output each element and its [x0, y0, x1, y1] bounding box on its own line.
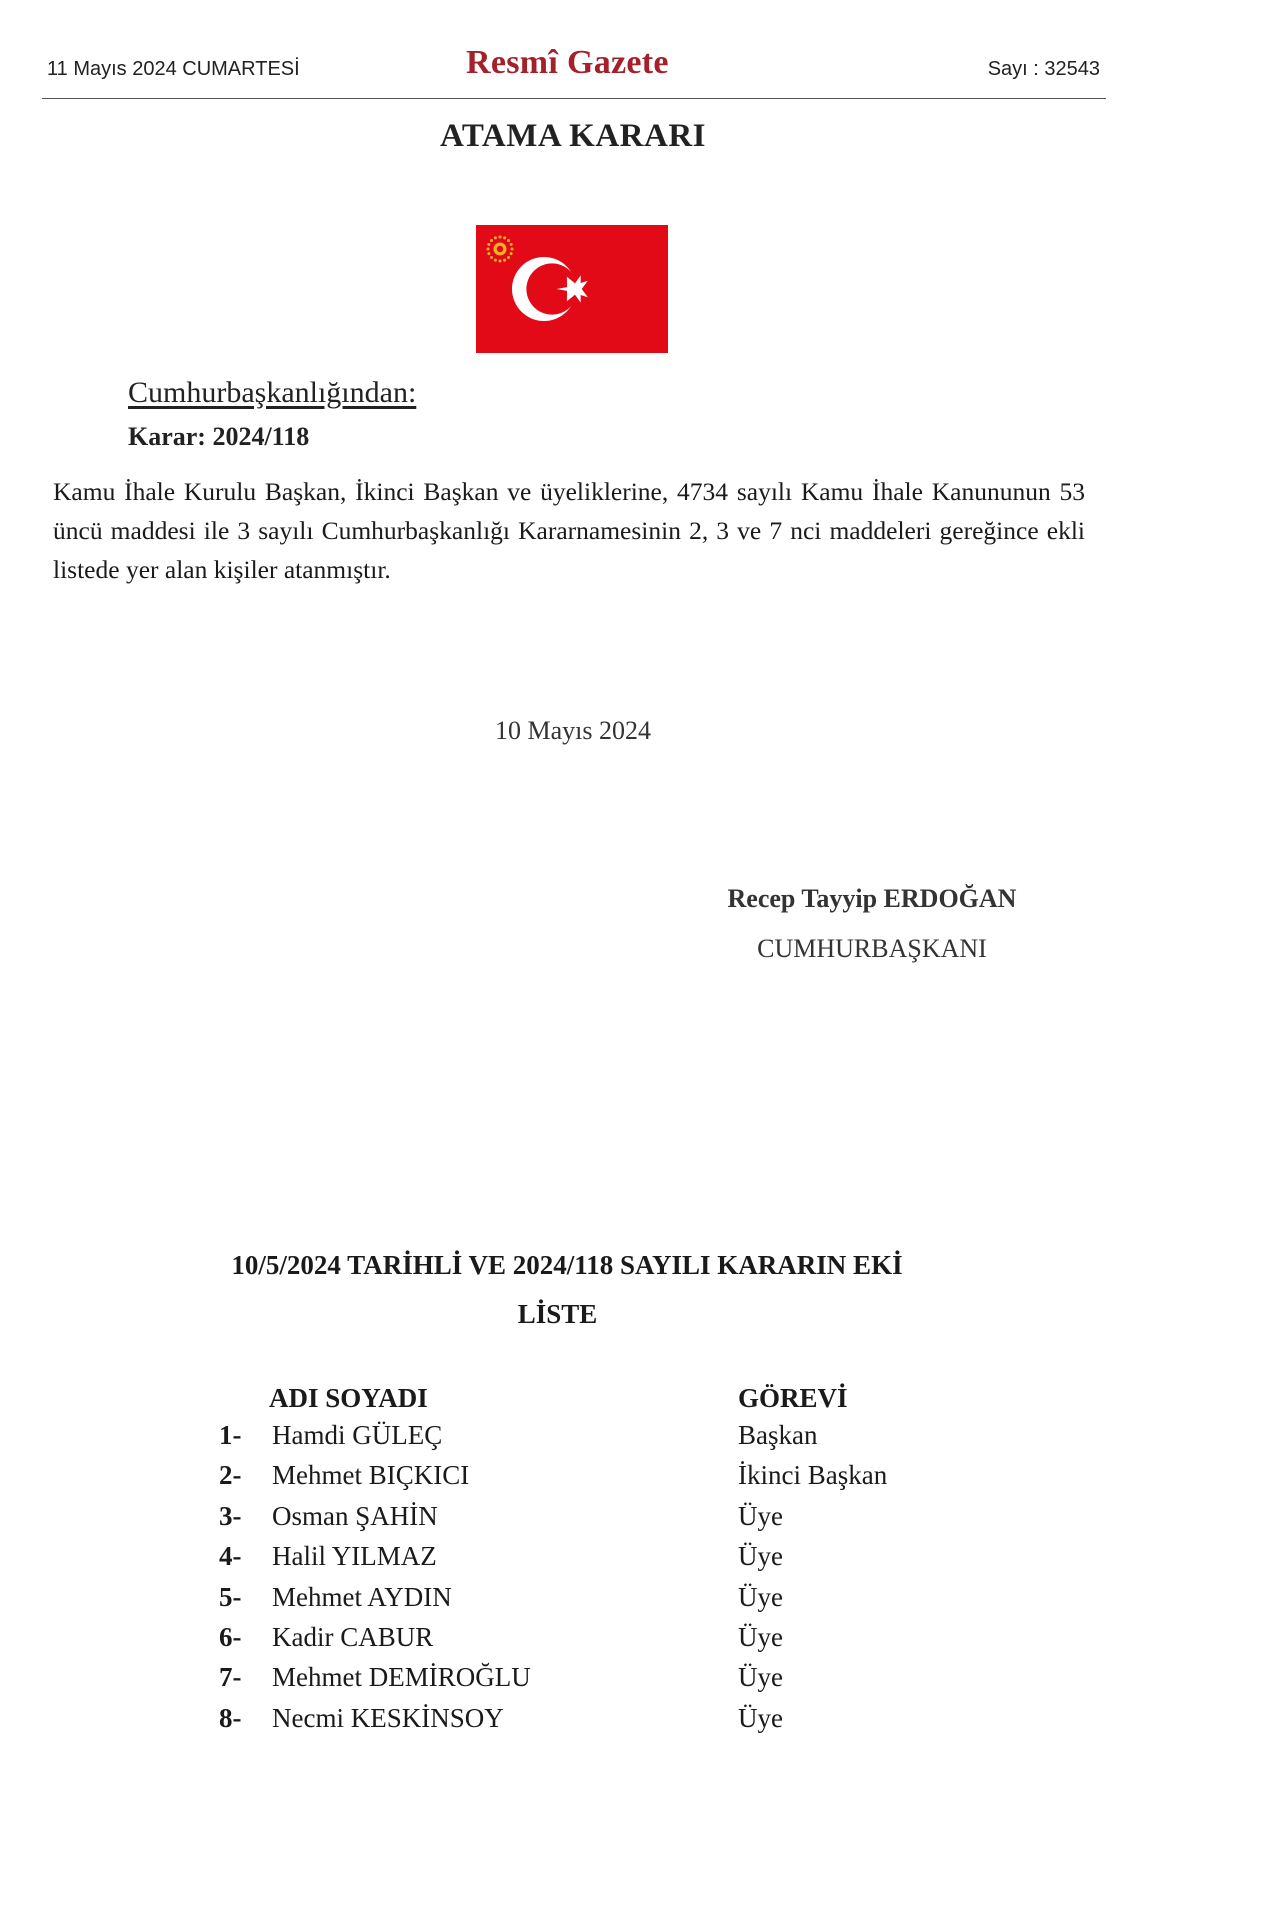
row-number: 3- — [219, 1500, 242, 1531]
row-number: 8- — [219, 1702, 242, 1733]
signer-title: CUMHURBAŞKANI — [757, 934, 987, 963]
signer-name: Recep Tayyip ERDOĞAN — [727, 884, 1017, 913]
turkish-flag-graphic — [476, 225, 668, 353]
turkish-flag-icon — [476, 225, 668, 353]
annex-title: 10/5/2024 TARİHLİ VE 2024/118 SAYILI KARARIN EKİ — [231, 1250, 903, 1280]
appointee-list — [0, 1420, 1280, 1743]
column-header-name: ADI SOYADI — [269, 1383, 428, 1413]
decision-body-text: Kamu İhale Kurulu Başkan, İkinci Başkan ve üyeliklerine, 4734 sayılı Kamu İhale Kanununun 53 üncü maddesi ile 3 sayılı Cumhurbaşkanlığı Kararnamesinin 2, 3 ve 7 nci maddeleri gereğince ekli listede yer alan kişiler atanmıştır. — [53, 477, 1085, 584]
appointee-role: Üye — [738, 1621, 783, 1652]
gazette-date: 11 Mayıs 2024 CUMARTESİ — [47, 58, 300, 80]
row-number: 1- — [219, 1420, 242, 1450]
gazette-issue-number: Sayı : 32543 — [987, 58, 1100, 80]
appointee-name: Mehmet DEMİROĞLU — [272, 1662, 531, 1693]
row-number: 2- — [219, 1460, 242, 1491]
appointee-role: Başkan — [738, 1420, 818, 1450]
table-row — [0, 1622, 1280, 1662]
appointee-name: Mehmet BIÇKICI — [272, 1460, 470, 1491]
appointee-role: İkinci Başkan — [738, 1460, 888, 1491]
appointee-name: Osman ŞAHİN — [272, 1500, 438, 1531]
table-row — [0, 1501, 1280, 1541]
appointee-role: Üye — [738, 1581, 783, 1612]
table-row — [0, 1460, 1280, 1500]
table-row — [0, 1582, 1280, 1622]
appointee-name: Kadir CABUR — [272, 1621, 434, 1652]
appointee-name: Hamdi GÜLEÇ — [272, 1420, 443, 1450]
gazette-title: Resmî Gazete — [466, 44, 669, 81]
annex-subtitle: LİSTE — [517, 1299, 598, 1329]
row-number: 7- — [219, 1662, 242, 1693]
column-header-role: GÖREVİ — [738, 1383, 848, 1413]
row-number: 6- — [219, 1621, 242, 1652]
table-row — [0, 1662, 1280, 1702]
document-title: ATAMA KARARI — [439, 118, 707, 154]
table-row — [0, 1541, 1280, 1581]
row-number: 4- — [219, 1541, 242, 1572]
appointee-role: Üye — [738, 1662, 783, 1693]
decision-number: Karar: 2024/118 — [128, 422, 310, 451]
signature-date: 10 Mayıs 2024 — [495, 716, 651, 745]
appointee-name: Mehmet AYDIN — [272, 1581, 452, 1612]
appointee-name: Necmi KESKİNSOY — [272, 1702, 504, 1733]
appointee-role: Üye — [738, 1541, 783, 1572]
table-row — [0, 1420, 1280, 1460]
appointee-name: Halil YILMAZ — [272, 1541, 437, 1572]
issuer-heading: Cumhurbaşkanlığından: — [128, 376, 417, 409]
header-divider — [42, 98, 1106, 99]
appointee-role: Üye — [738, 1500, 783, 1531]
row-number: 5- — [219, 1581, 242, 1612]
table-row — [0, 1703, 1280, 1743]
appointee-role: Üye — [738, 1702, 783, 1733]
